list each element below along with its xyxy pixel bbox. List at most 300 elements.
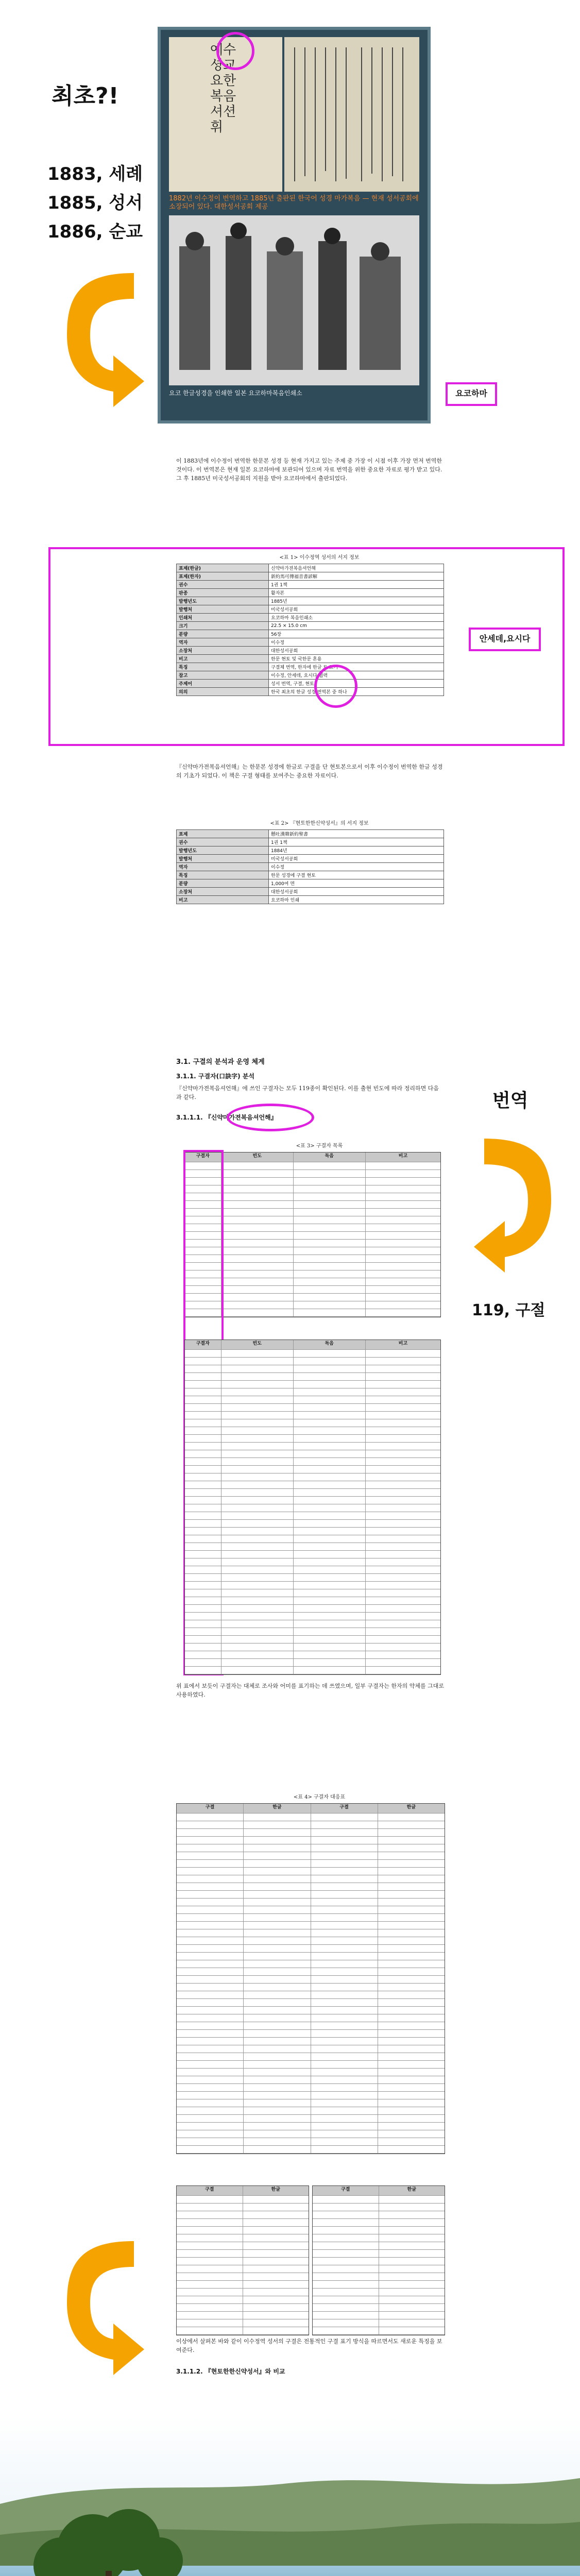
- table1-row: [177, 605, 444, 614]
- table5r-cell: [379, 2258, 445, 2265]
- table5r-cell: [313, 2327, 379, 2334]
- table5l-row: [177, 2304, 309, 2312]
- table4-cell: [311, 1883, 378, 1890]
- table4-cell: [311, 1945, 378, 1952]
- table4-cell: [311, 1937, 378, 1944]
- table3-cell: [221, 1255, 294, 1262]
- table2-key: 역자: [177, 863, 269, 871]
- table3-cell: [294, 1162, 366, 1170]
- table5l-row: [177, 2242, 309, 2250]
- table4-cell: [311, 1906, 378, 1913]
- table5r-row: [313, 2265, 445, 2273]
- table3-cell: [221, 1301, 294, 1309]
- table3b-row: [185, 1466, 440, 1473]
- table3b-cell: [294, 1450, 366, 1458]
- table5r-cell: [313, 2312, 379, 2319]
- orange-curve-arrow-2-icon: [474, 1128, 567, 1273]
- table3-cell: [366, 1178, 440, 1185]
- table4-cell: [378, 2138, 445, 2145]
- table5r-row: [313, 2211, 445, 2219]
- table4-row: [177, 1999, 445, 2007]
- table5r-cell: [313, 2242, 379, 2249]
- table2-key: 비고: [177, 896, 269, 904]
- note-first: 최초?!: [52, 83, 119, 109]
- table4-row: [177, 1883, 445, 1891]
- table5r-cell: [379, 2211, 445, 2218]
- table5l-cell: [177, 2304, 243, 2311]
- table4-row: [177, 2138, 445, 2146]
- table3b-cell: [294, 1636, 366, 1643]
- table3b-cell: [185, 1643, 221, 1651]
- orange-curve-arrow-icon: [52, 263, 149, 412]
- table3-cell: [366, 1185, 440, 1193]
- table4-cell: [177, 2053, 244, 2060]
- table3b-cell: [366, 1350, 440, 1357]
- table5l-cell: [177, 2211, 243, 2218]
- table4-cell: [244, 2092, 311, 2099]
- table3b-cell: [221, 1589, 294, 1597]
- table4-cell: [177, 2138, 244, 2145]
- table3-header-3: 독음: [294, 1153, 366, 1162]
- table5l-cell: [243, 2273, 309, 2280]
- table4-cell: [311, 2146, 378, 2153]
- table3-cell: [221, 1232, 294, 1239]
- table4-row: [177, 1868, 445, 1875]
- table3b-cell: [185, 1388, 221, 1396]
- table4-row: [177, 2038, 445, 2045]
- table2-key: 권수: [177, 838, 269, 846]
- table4-cell: [244, 2076, 311, 2083]
- table3b-cell: [294, 1582, 366, 1589]
- table3b-row: [185, 1520, 440, 1528]
- table3b-row: [185, 1404, 440, 1412]
- table4-row: [177, 1899, 445, 1906]
- table4-cell: [378, 1937, 445, 1944]
- table4-row: [177, 2146, 445, 2154]
- table5l-cell: [177, 2312, 243, 2319]
- table3b-row: [185, 1497, 440, 1504]
- table5r-cell: [313, 2250, 379, 2257]
- printing-office-image: [169, 215, 419, 385]
- table5l-row: [177, 2227, 309, 2234]
- table5l-cell: [243, 2204, 309, 2211]
- table4-cell: [311, 1852, 378, 1859]
- table3b-cell: [294, 1528, 366, 1535]
- table5r-cell: [379, 2242, 445, 2249]
- table3b-header-4: 비고: [398, 1341, 408, 1346]
- table3b-row: [185, 1350, 440, 1358]
- table4-cell: [177, 1922, 244, 1929]
- table4-cell: [244, 1829, 311, 1836]
- table3b-cell: [294, 1667, 366, 1674]
- table3b-row: [185, 1512, 440, 1520]
- table5r-cell: [313, 2304, 379, 2311]
- table3b-cell: [185, 1566, 221, 1573]
- note-date-1: 1883, 세례: [47, 164, 143, 184]
- table4-cell: [244, 2130, 311, 2138]
- table4-cell: [177, 1814, 244, 1821]
- table4-row: [177, 1953, 445, 1960]
- table3-cell: [221, 1162, 294, 1170]
- table4-cell: [177, 1929, 244, 1937]
- table5l-row: [177, 2312, 309, 2319]
- table3-cell: [366, 1270, 440, 1278]
- table2-key: 발행년도: [177, 846, 269, 855]
- table4-row: [177, 1837, 445, 1844]
- table4-cell: [311, 1814, 378, 1821]
- table4-cell: [177, 2107, 244, 2114]
- table4-cell: [177, 2069, 244, 2076]
- table4-cell: [311, 1968, 378, 1975]
- table3b-cell: [366, 1636, 440, 1643]
- table4-cell: [311, 2084, 378, 2091]
- gugyeol-correspondence-table: [176, 1803, 445, 2154]
- table5r-cell: [379, 2319, 445, 2327]
- table4-row: [177, 2030, 445, 2038]
- table4-row: [177, 2007, 445, 2014]
- table3b-cell: [185, 1628, 221, 1635]
- table3-cell: [294, 1185, 366, 1193]
- table3b-cell: [221, 1419, 294, 1427]
- table3b-cell: [185, 1504, 221, 1512]
- table4-cell: [244, 2022, 311, 2029]
- table4-cell: [311, 2099, 378, 2107]
- table3b-cell: [185, 1520, 221, 1527]
- table4-cell: [311, 2022, 378, 2029]
- table5l-row: [177, 2265, 309, 2273]
- table4-cell: [311, 2053, 378, 2060]
- table3b-row: [185, 1613, 440, 1620]
- table4-cell: [244, 2053, 311, 2060]
- gugyeol-table-part2: [184, 1340, 441, 1675]
- table3b-cell: [366, 1643, 440, 1651]
- table5l-cell: [177, 2250, 243, 2257]
- table3-cell: [366, 1286, 440, 1293]
- table4-cell: [177, 1899, 244, 1906]
- table4-cell: [177, 1860, 244, 1867]
- table4-cell: [311, 2130, 378, 2138]
- table3-cell: [366, 1193, 440, 1200]
- table3-cell: [221, 1278, 294, 1285]
- table4-cell: [378, 2099, 445, 2107]
- table3-cell: [221, 1178, 294, 1185]
- table5r-cell: [313, 2296, 379, 2303]
- table3b-cell: [221, 1605, 294, 1612]
- table4-cell: [378, 2053, 445, 2060]
- table1-key: 권수: [177, 581, 269, 589]
- table4-cell: [177, 2084, 244, 2091]
- table3b-cell: [221, 1651, 294, 1658]
- table4-cell: [311, 2038, 378, 2045]
- table4-cell: [378, 2115, 445, 2122]
- table3b-cell: [185, 1489, 221, 1496]
- table3b-cell: [366, 1427, 440, 1434]
- table3-cell: [294, 1255, 366, 1262]
- table3b-cell: [294, 1396, 366, 1403]
- table4-cell: [177, 1875, 244, 1883]
- table4-cell: [177, 2014, 244, 2022]
- table4-cell: [244, 1937, 311, 1944]
- table2-row: [177, 896, 444, 904]
- table4-cell: [378, 2007, 445, 2014]
- table3b-cell: [221, 1566, 294, 1573]
- table4-cell: [378, 1999, 445, 2006]
- table3b-row: [185, 1458, 440, 1466]
- table3b-cell: [366, 1512, 440, 1519]
- table1-key: 인쇄처: [177, 614, 269, 622]
- table3b-row: [185, 1558, 440, 1566]
- table3b-cell: [221, 1412, 294, 1419]
- table1-row: [177, 688, 444, 696]
- table4-cell: [244, 1821, 311, 1828]
- table3b-cell: [294, 1659, 366, 1666]
- table1-row: [177, 663, 444, 671]
- table3b-row: [185, 1388, 440, 1396]
- table3b-cell: [366, 1504, 440, 1512]
- table3b-cell: [185, 1636, 221, 1643]
- table1-value: 성서 번역, 구결, 현토: [269, 680, 444, 688]
- table4-cell: [244, 1991, 311, 1998]
- table3b-cell: [294, 1535, 366, 1543]
- table3b-cell: [366, 1520, 440, 1527]
- table3b-row: [185, 1643, 440, 1651]
- table4-cell: [177, 1837, 244, 1844]
- table4-cell: [244, 2014, 311, 2022]
- table4-cell: [311, 1999, 378, 2006]
- table5r-cell: [379, 2219, 445, 2226]
- table4-cell: [177, 2030, 244, 2037]
- table5l-row: [177, 2204, 309, 2211]
- bibliography-table-1: [176, 564, 444, 696]
- table1-key: 의의: [177, 688, 269, 696]
- table4-cell: [177, 1968, 244, 1975]
- table4-cell: [378, 2123, 445, 2130]
- table3b-cell: [185, 1551, 221, 1558]
- table4-row: [177, 2014, 445, 2022]
- table3b-cell: [221, 1628, 294, 1635]
- table2-value: 이수정: [269, 863, 444, 871]
- book-title: 예수셩교요한복음셔션휘: [210, 42, 236, 135]
- table3b-row: [185, 1651, 440, 1659]
- table2-value: 요코하마 인쇄: [269, 896, 444, 904]
- table3-cell: [366, 1216, 440, 1224]
- table5r-cell: [313, 2219, 379, 2226]
- paragraph-1: 이 1883년에 이수정이 번역한 한문본 성경 등 현재 가지고 있는 주제 중 가장 이 시점 이후 가장 먼저 번역한 것이다. 이 번역본은 현재 일본 요코하마에 보관되어 있으며 자료 번역을 위한 중요한 자료로 평가 받고 있다. 그 후 1885년 미국성서공회의 지원을 받아 요코하마에서 출판되었다.: [176, 457, 442, 482]
- table3b-cell: [366, 1543, 440, 1550]
- table5l-row: [177, 2273, 309, 2281]
- table3b-cell: [221, 1582, 294, 1589]
- table3b-row: [185, 1373, 440, 1381]
- comparison-table-left: [176, 2185, 309, 2335]
- table3b-cell: [221, 1535, 294, 1543]
- table3b-row: [185, 1574, 440, 1582]
- table4-row: [177, 1945, 445, 1953]
- table3b-cell: [294, 1566, 366, 1573]
- table4-row: [177, 1814, 445, 1821]
- table3b-cell: [185, 1613, 221, 1620]
- table5l-cell: [243, 2227, 309, 2234]
- table3b-cell: [185, 1512, 221, 1519]
- table3b-cell: [294, 1419, 366, 1427]
- table5l-cell: [243, 2234, 309, 2242]
- table3b-cell: [294, 1628, 366, 1635]
- table4-cell: [378, 1899, 445, 1906]
- table3b-row: [185, 1427, 440, 1435]
- table4-cell: [177, 2123, 244, 2130]
- table3b-cell: [221, 1404, 294, 1411]
- table3b-cell: [221, 1373, 294, 1380]
- table4-cell: [378, 2014, 445, 2022]
- table4-row: [177, 1929, 445, 1937]
- table3b-cell: [294, 1481, 366, 1488]
- table4-cell: [177, 1999, 244, 2006]
- table3b-row: [185, 1396, 440, 1404]
- table3b-row: [185, 1628, 440, 1636]
- table3b-cell: [294, 1543, 366, 1550]
- table1-value: 1권 1책: [269, 581, 444, 589]
- table3b-cell: [366, 1412, 440, 1419]
- table4-cell: [177, 2022, 244, 2029]
- table4-cell: [378, 2061, 445, 2068]
- table3-cell: [221, 1193, 294, 1200]
- table5r-cell: [379, 2296, 445, 2303]
- table3b-cell: [185, 1350, 221, 1357]
- table1-row: [177, 638, 444, 647]
- table3-cell: [294, 1247, 366, 1255]
- table3b-cell: [294, 1458, 366, 1465]
- table3-cell: [294, 1201, 366, 1208]
- table4-cell: [244, 1814, 311, 1821]
- table4-cell: [311, 1891, 378, 1898]
- table1-row: [177, 581, 444, 589]
- table4-row: [177, 2115, 445, 2123]
- table4-cell: [244, 1976, 311, 1983]
- table5l-cell: [243, 2312, 309, 2319]
- table3b-cell: [366, 1419, 440, 1427]
- table3b-cell: [221, 1543, 294, 1550]
- table3b-cell: [366, 1551, 440, 1558]
- table3b-cell: [221, 1358, 294, 1365]
- table2-value: 1884년: [269, 846, 444, 855]
- table3b-cell: [294, 1512, 366, 1519]
- table3b-cell: [221, 1520, 294, 1527]
- table4-cell: [378, 2045, 445, 2053]
- table5r-row: [313, 2296, 445, 2304]
- table1-value: 활자본: [269, 589, 444, 597]
- table4-cell: [177, 2038, 244, 2045]
- table1-row: [177, 630, 444, 638]
- table4-cell: [311, 1860, 378, 1867]
- table4-cell: [378, 2130, 445, 2138]
- table5r-cell: [379, 2250, 445, 2257]
- table4-cell: [311, 1929, 378, 1937]
- table1-key: 소장처: [177, 647, 269, 655]
- table3b-cell: [366, 1659, 440, 1666]
- highlight-circle-translators: [314, 665, 357, 708]
- table4-cell: [378, 2030, 445, 2037]
- table4-cell: [378, 1953, 445, 1960]
- table4-row: [177, 1891, 445, 1899]
- table3b-cell: [185, 1659, 221, 1666]
- table3b-cell: [294, 1558, 366, 1566]
- table4-cell: [177, 1906, 244, 1913]
- table4-cell: [311, 1953, 378, 1960]
- table3b-cell: [294, 1350, 366, 1357]
- table4-cell: [244, 1906, 311, 1913]
- note-date-3: 1886, 순교: [47, 222, 143, 242]
- table3b-row: [185, 1412, 440, 1419]
- table5r-cell: [313, 2319, 379, 2327]
- table1-value: 22.5 × 15.0 cm: [269, 622, 444, 630]
- table5l-header-1: 구결: [177, 2186, 243, 2195]
- table5l-cell: [243, 2196, 309, 2203]
- table4-cell: [378, 1883, 445, 1890]
- table3-cell: [294, 1216, 366, 1224]
- table1-value: 新約馬可傳福音書諺解: [269, 572, 444, 581]
- table3-cell: [221, 1309, 294, 1316]
- table5-right-header: [313, 2186, 445, 2196]
- table3b-cell: [185, 1358, 221, 1365]
- table4-cell: [311, 1875, 378, 1883]
- table5l-row: [177, 2281, 309, 2289]
- table2-value: 한문 성경에 구결 현토: [269, 871, 444, 879]
- table5r-row: [313, 2219, 445, 2227]
- subsection-heading-1: 3.1.1. 구결자(口訣字) 분석: [176, 1073, 255, 1080]
- table3b-cell: [294, 1489, 366, 1496]
- table3b-row: [185, 1566, 440, 1574]
- table3-cell: [221, 1216, 294, 1224]
- table4-cell: [311, 1821, 378, 1828]
- table3b-cell: [366, 1473, 440, 1481]
- table4-cell: [311, 1844, 378, 1852]
- table4-cell: [311, 2107, 378, 2114]
- table3-cell: [221, 1270, 294, 1278]
- table5r-row: [313, 2258, 445, 2265]
- table3b-cell: [185, 1419, 221, 1427]
- table4-row: [177, 1906, 445, 1914]
- table5r-cell: [313, 2289, 379, 2296]
- paragraph-3: 『신약마가젼복음셔언해』에 쓰인 구결자는 모두 119종이 확인된다. 이를 출현 빈도에 따라 정리하면 다음과 같다.: [176, 1085, 439, 1100]
- table3b-cell: [221, 1512, 294, 1519]
- table3b-cell: [221, 1396, 294, 1403]
- table5l-row: [177, 2250, 309, 2258]
- table5l-cell: [177, 2242, 243, 2249]
- table3b-cell: [221, 1659, 294, 1666]
- note-translation: 번역: [492, 1090, 528, 1111]
- table3b-cell: [185, 1651, 221, 1658]
- table5-left-header: [177, 2186, 309, 2196]
- table3b-cell: [221, 1481, 294, 1488]
- table4-cell: [378, 1875, 445, 1883]
- table5r-cell: [379, 2304, 445, 2311]
- table3b-cell: [294, 1412, 366, 1419]
- table4-row: [177, 1844, 445, 1852]
- table5l-row: [177, 2296, 309, 2304]
- table3b-row: [185, 1582, 440, 1589]
- table3b-cell: [221, 1443, 294, 1450]
- table4-row: [177, 2076, 445, 2084]
- table3b-cell: [221, 1636, 294, 1643]
- table2-row: [177, 846, 444, 855]
- table4-cell: [177, 2061, 244, 2068]
- table5l-cell: [177, 2296, 243, 2303]
- table3-cell: [221, 1286, 294, 1293]
- table3b-cell: [366, 1396, 440, 1403]
- table4-row: [177, 2092, 445, 2099]
- table1-row: [177, 597, 444, 605]
- table4-cell: [378, 1837, 445, 1844]
- table3b-cell: [294, 1388, 366, 1396]
